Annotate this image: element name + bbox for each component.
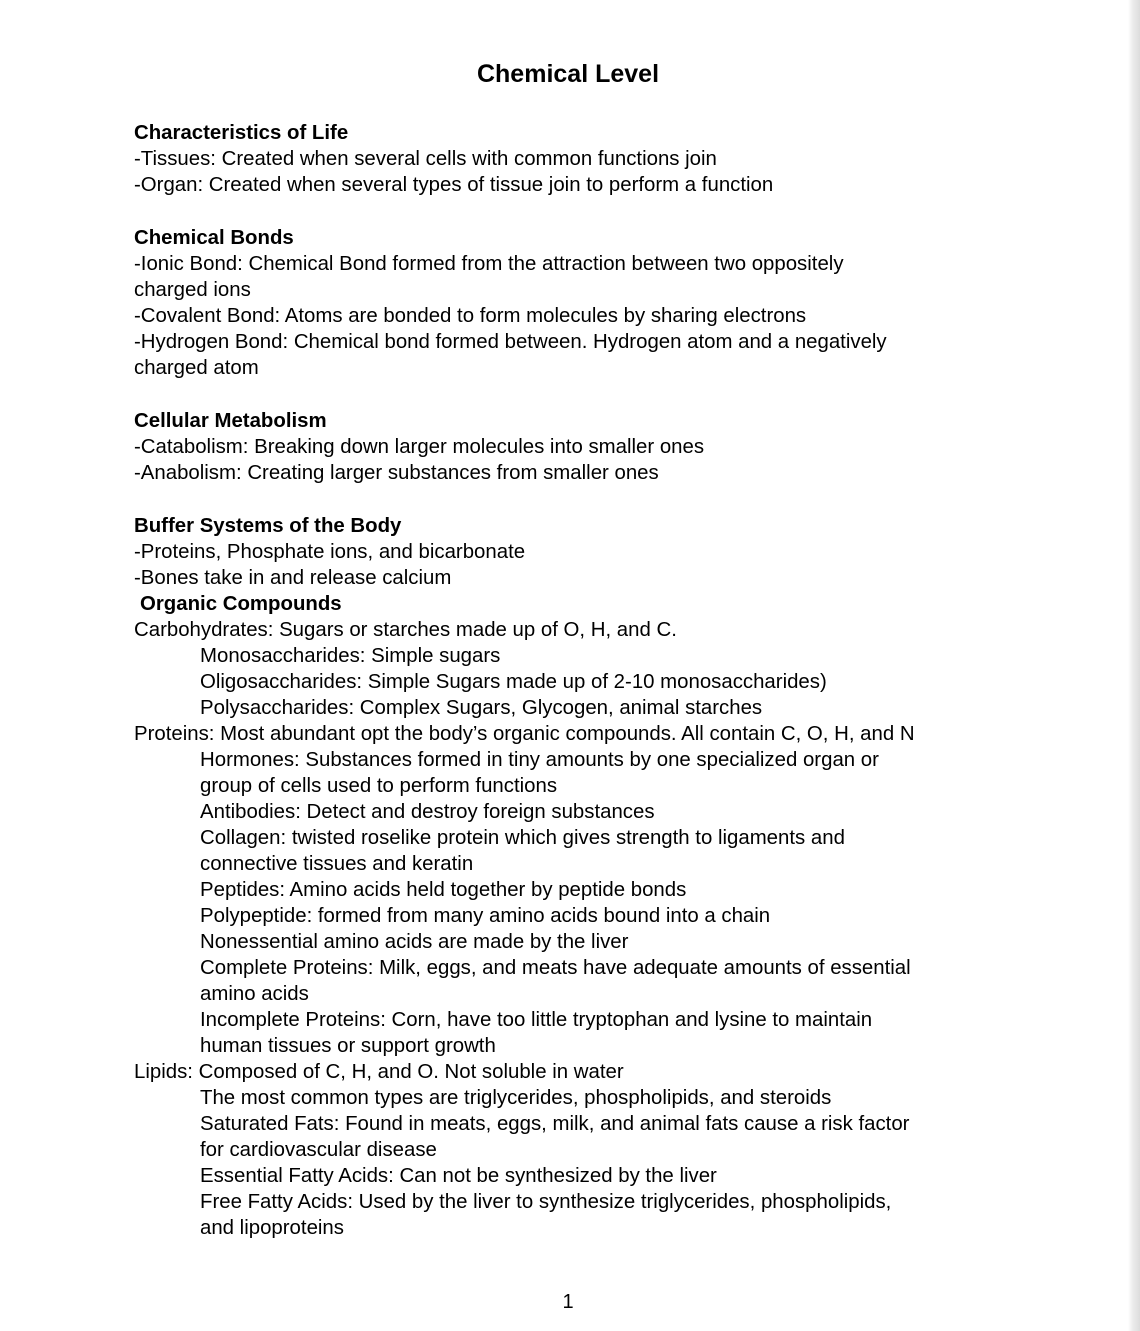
section-cellular-metabolism: [134, 408, 1014, 486]
text-line: -Hydrogen Bond: Chemical bond formed between. Hydrogen atom and a negatively: [134, 331, 887, 353]
list-item: Antibodies: Detect and destroy foreign substances: [200, 801, 655, 823]
list-item: connective tissues and keratin: [200, 853, 474, 875]
section-heading: Buffer Systems of the Body: [134, 515, 402, 537]
list-item: Peptides: Amino acids held together by peptide bonds: [200, 879, 687, 901]
list-item: Collagen: twisted roselike protein which gives strength to ligaments and: [200, 827, 845, 849]
text-line: -Organ: Created when several types of tissue join to perform a function: [134, 174, 774, 196]
carbohydrates-intro: Carbohydrates: Sugars or starches made up of O, H, and C.: [134, 619, 677, 641]
section-buffer-systems: [134, 513, 1014, 591]
section-heading: Characteristics of Life: [134, 122, 349, 144]
list-item: Essential Fatty Acids: Can not be synthesized by the liver: [200, 1165, 717, 1187]
list-item: Complete Proteins: Milk, eggs, and meats have adequate amounts of essential: [200, 957, 911, 979]
text-line: -Covalent Bond: Atoms are bonded to form molecules by sharing electrons: [134, 305, 807, 327]
lipids-intro: Lipids: Composed of C, H, and O. Not soluble in water: [134, 1061, 624, 1083]
section-chemical-bonds: [134, 225, 1014, 381]
document-body: [134, 120, 1014, 1241]
paragraph-gap: [134, 486, 1014, 513]
text-line: -Bones take in and release calcium: [134, 567, 452, 589]
section-characteristics-of-life: [134, 120, 1014, 198]
list-item: human tissues or support growth: [200, 1035, 496, 1057]
section-heading: Cellular Metabolism: [134, 410, 327, 432]
text-line: -Tissues: Created when several cells with common functions join: [134, 148, 717, 170]
section-heading: Chemical Bonds: [134, 227, 294, 249]
list-item: Saturated Fats: Found in meats, eggs, milk, and animal fats cause a risk factor: [200, 1113, 910, 1135]
list-item: group of cells used to perform functions: [200, 775, 558, 797]
list-item: Free Fatty Acids: Used by the liver to synthesize triglycerides, phospholipids,: [200, 1191, 892, 1213]
section-organic-compounds: [134, 591, 1014, 1241]
list-item: Monosaccharides: Simple sugars: [200, 645, 501, 667]
list-item: The most common types are triglycerides, phospholipids, and steroids: [200, 1087, 832, 1109]
text-line: charged ions: [134, 279, 251, 301]
list-item: amino acids: [200, 983, 309, 1005]
text-line: -Proteins, Phosphate ions, and bicarbonate: [134, 541, 526, 563]
paragraph-gap: [134, 381, 1014, 408]
list-item: Oligosaccharides: Simple Sugars made up of 2-10 monosaccharides): [200, 671, 827, 693]
text-line: charged atom: [134, 357, 259, 379]
section-heading: Organic Compounds: [140, 593, 342, 615]
page-title: Chemical Level: [476, 60, 660, 88]
list-item: Hormones: Substances formed in tiny amounts by one specialized organ or: [200, 749, 879, 771]
paragraph-gap: [134, 198, 1014, 225]
text-line: -Anabolism: Creating larger substances from smaller ones: [134, 462, 659, 484]
list-item: and lipoproteins: [200, 1217, 344, 1239]
page-edge-shadow: [1128, 0, 1140, 1331]
list-item: Nonessential amino acids are made by the liver: [200, 931, 629, 953]
text-line: -Ionic Bond: Chemical Bond formed from the attraction between two oppositely: [134, 253, 844, 275]
list-item: Incomplete Proteins: Corn, have too little tryptophan and lysine to maintain: [200, 1009, 873, 1031]
page-number: 1: [562, 1291, 574, 1313]
proteins-intro: Proteins: Most abundant opt the body’s organic compounds. All contain C, O, H, and N: [134, 723, 915, 745]
list-item: for cardiovascular disease: [200, 1139, 437, 1161]
list-item: Polypeptide: formed from many amino acids bound into a chain: [200, 905, 771, 927]
list-item: Polysaccharides: Complex Sugars, Glycogen, animal starches: [200, 697, 763, 719]
text-line: -Catabolism: Breaking down larger molecules into smaller ones: [134, 436, 705, 458]
